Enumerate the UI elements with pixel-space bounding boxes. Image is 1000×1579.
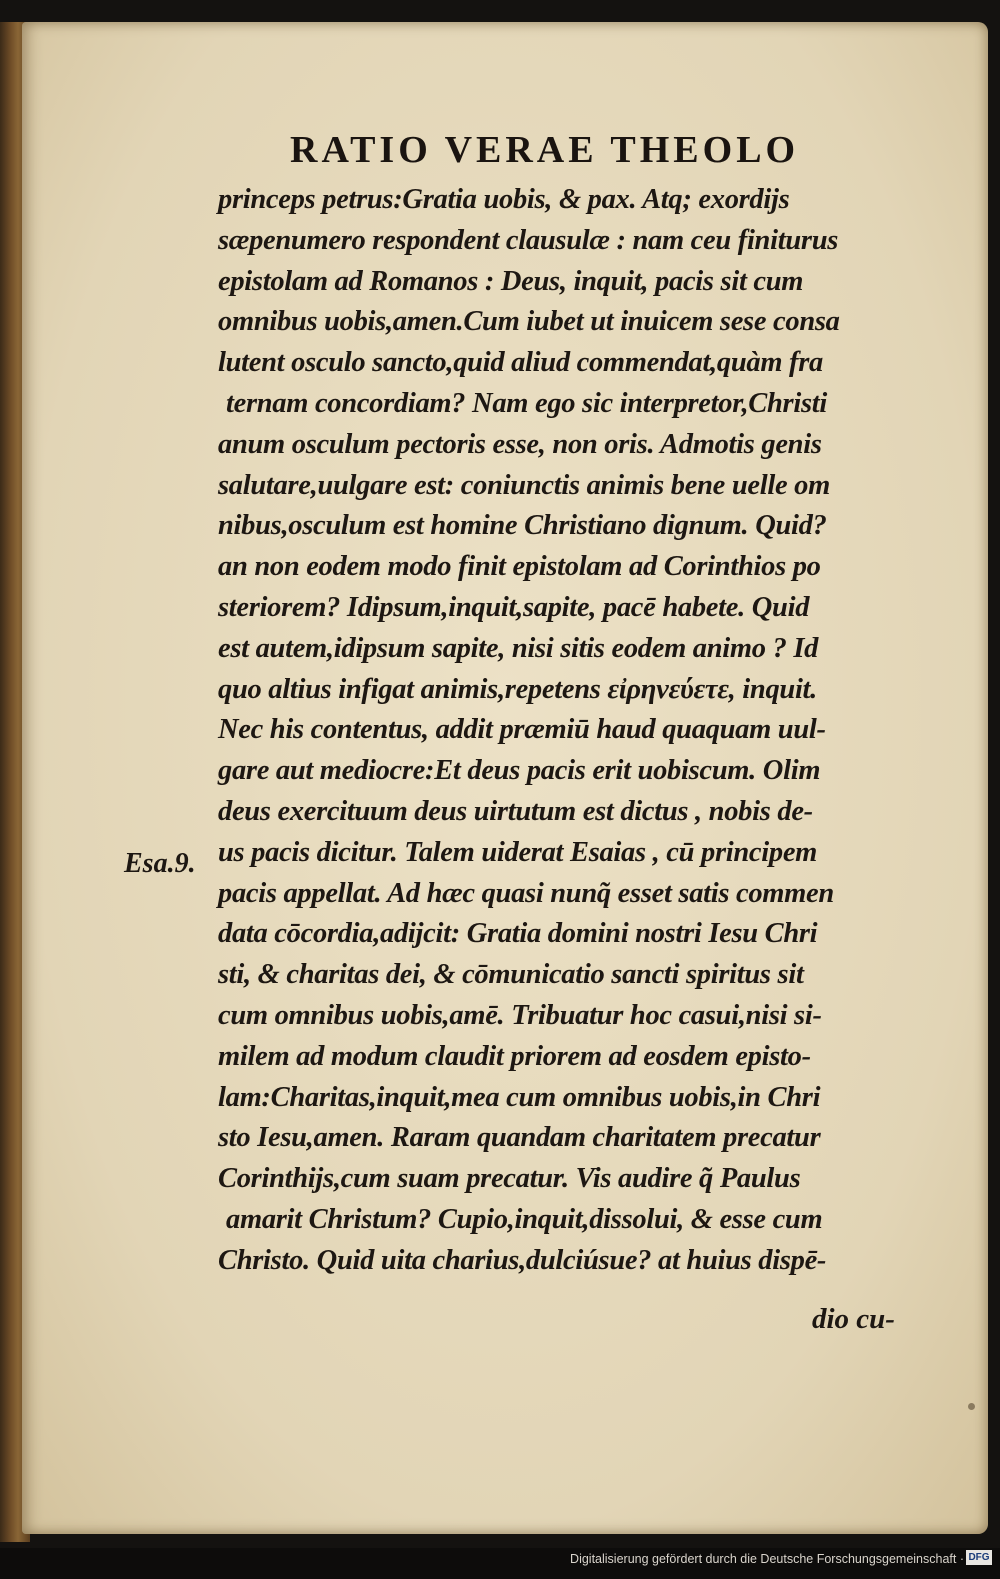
text-line: lam:Charitas,inquit,mea cum omnibus uobis,in Chri bbox=[218, 1081, 821, 1113]
text-line: data cōcordia,adijcit: Gratia domini nostri Iesu Chri bbox=[218, 918, 818, 950]
paper-spot bbox=[968, 1403, 975, 1410]
text-line: omnibus uobis,amen.Cum iubet ut inuicem sese consa bbox=[218, 306, 840, 338]
text-line: est autem,idipsum sapite, nisi sitis eodem animo ? Id bbox=[218, 632, 819, 664]
text-line: amarit Christum? Cupio,inquit,dissolui, & esse cum bbox=[226, 1203, 823, 1235]
text-block bbox=[218, 180, 918, 1282]
marginal-note: Esa.9. bbox=[124, 848, 196, 879]
text-line: nibus,osculum est homine Christiano dignum. Quid? bbox=[218, 510, 827, 542]
text-line: princeps petrus:Gratia uobis, & pax. Atq; exordijs bbox=[218, 184, 790, 215]
text-line: salutare,uulgare est: coniunctis animis bene uelle om bbox=[218, 469, 830, 501]
running-head: RATIO VERAE THEOLO bbox=[290, 129, 800, 171]
text-line: sti, & charitas dei, & cōmunicatio sancti spiritus sit bbox=[218, 959, 804, 991]
text-line: lutent osculo sancto,quid aliud commendat,quàm fra bbox=[218, 347, 823, 379]
text-line: an non eodem modo finit epistolam ad Corinthios po bbox=[218, 551, 821, 583]
text-line: quo altius infigat animis,repetens εἰρηνεύετε, inquit. bbox=[218, 673, 817, 705]
dfg-logo: DFG bbox=[966, 1550, 992, 1565]
text-line: pacis appellat. Ad hæc quasi nunq̃ esset satis commen bbox=[218, 877, 834, 909]
text-line: gare aut mediocre:Et deus pacis erit uobiscum. Olim bbox=[218, 755, 821, 787]
text-line: cum omnibus uobis,amē. Tribuatur hoc casui,nisi si- bbox=[218, 999, 822, 1031]
text-line: ternam concordiam? Nam ego sic interpretor,Christi bbox=[226, 387, 827, 419]
text-line: Christo. Quid uita charius,dulciúsue? at huius dispē- bbox=[218, 1244, 827, 1276]
text-line: Corinthijs,cum suam precatur. Vis audire q̃ Paulus bbox=[218, 1163, 801, 1195]
text-line: steriorem? Idipsum,inquit,sapite, pacē habete. Quid bbox=[218, 591, 810, 623]
text-line: us pacis dicitur. Talem uiderat Esaias , cū principem bbox=[218, 836, 818, 868]
text-line: epistolam ad Romanos : Deus, inquit, pacis sit cum bbox=[218, 265, 804, 297]
text-line: anum osculum pectoris esse, non oris. Admotis genis bbox=[218, 428, 822, 460]
text-line: Nec his contentus, addit præmiū haud quaquam uul- bbox=[218, 714, 826, 746]
text-line: sto Iesu,amen. Raram quandam charitatem precatur bbox=[218, 1122, 821, 1154]
text-line: milem ad modum claudit priorem ad eosdem episto- bbox=[218, 1040, 811, 1072]
text-line: sæpenumero respondent clausulæ : nam ceu finiturus bbox=[218, 224, 839, 256]
catchword: dio cu- bbox=[812, 1303, 895, 1335]
text-line: deus exercituum deus uirtutum est dictus , nobis de- bbox=[218, 795, 813, 827]
footer-credit: Digitalisierung gefördert durch die Deutsche Forschungsgemeinschaft · bbox=[570, 1552, 964, 1566]
